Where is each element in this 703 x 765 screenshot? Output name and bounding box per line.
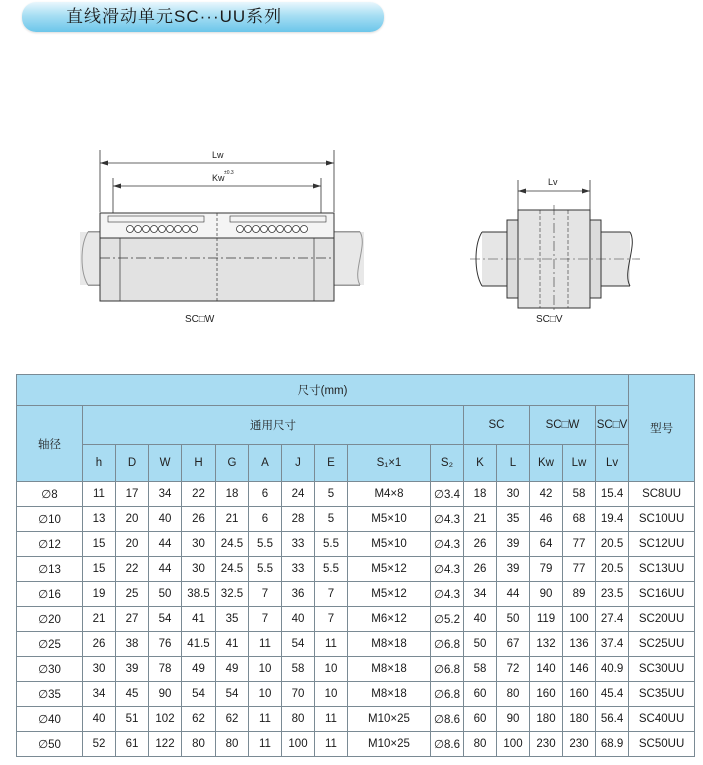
table-cell: 58 bbox=[464, 657, 497, 682]
table-cell: 72 bbox=[497, 657, 530, 682]
table-cell: 146 bbox=[563, 657, 596, 682]
shaft-diameter-cell: ∅16 bbox=[17, 582, 83, 607]
table-cell: 26 bbox=[464, 557, 497, 582]
table-cell: 100 bbox=[563, 607, 596, 632]
shaft-diameter-cell: ∅12 bbox=[17, 532, 83, 557]
column-header-row bbox=[17, 445, 695, 482]
table-cell: 230 bbox=[563, 732, 596, 757]
shaft-diameter-cell: ∅25 bbox=[17, 632, 83, 657]
table-cell: 10 bbox=[249, 657, 282, 682]
table-cell: M4×8 bbox=[348, 482, 431, 507]
table-cell: 26 bbox=[182, 507, 216, 532]
table-cell: 30 bbox=[83, 657, 116, 682]
header-model: 型号 bbox=[629, 375, 695, 482]
table-cell: 34 bbox=[149, 482, 182, 507]
table-cell: ∅3.4 bbox=[431, 482, 464, 507]
table-cell: 80 bbox=[216, 732, 249, 757]
table-cell: 38 bbox=[116, 632, 149, 657]
table-cell: ∅8.6 bbox=[431, 732, 464, 757]
table-cell: M8×18 bbox=[348, 632, 431, 657]
column-header: J bbox=[282, 445, 315, 482]
dimension-table bbox=[16, 374, 695, 757]
table-cell: 5 bbox=[315, 482, 348, 507]
table-row bbox=[17, 682, 695, 707]
table-cell: 15 bbox=[83, 557, 116, 582]
table-cell: 54 bbox=[282, 632, 315, 657]
table-row bbox=[17, 657, 695, 682]
table-cell: 5.5 bbox=[315, 532, 348, 557]
table-cell: 30 bbox=[497, 482, 530, 507]
table-cell: 18 bbox=[216, 482, 249, 507]
table-cell: 34 bbox=[464, 582, 497, 607]
table-cell: 11 bbox=[249, 732, 282, 757]
table-cell: 64 bbox=[530, 532, 563, 557]
dim-kw-label: Kw bbox=[212, 173, 225, 183]
table-row bbox=[17, 582, 695, 607]
table-cell: 90 bbox=[497, 707, 530, 732]
model-cell: SC20UU bbox=[629, 607, 695, 632]
table-cell: 41.5 bbox=[182, 632, 216, 657]
table-cell: M5×10 bbox=[348, 532, 431, 557]
table-cell: 7 bbox=[249, 582, 282, 607]
table-cell: 80 bbox=[497, 682, 530, 707]
table-cell: 27.4 bbox=[596, 607, 629, 632]
table-cell: 68.9 bbox=[596, 732, 629, 757]
table-cell: 100 bbox=[497, 732, 530, 757]
column-header: Lv bbox=[596, 445, 629, 482]
table-cell: ∅4.3 bbox=[431, 557, 464, 582]
model-cell: SC10UU bbox=[629, 507, 695, 532]
table-cell: 41 bbox=[182, 607, 216, 632]
table-row bbox=[17, 632, 695, 657]
table-cell: 40 bbox=[83, 707, 116, 732]
table-cell: M10×25 bbox=[348, 732, 431, 757]
table-cell: 49 bbox=[216, 657, 249, 682]
column-header: H bbox=[182, 445, 216, 482]
table-cell: 6 bbox=[249, 507, 282, 532]
table-cell: ∅8.6 bbox=[431, 707, 464, 732]
table-cell: 160 bbox=[563, 682, 596, 707]
column-header: S₁×1 bbox=[348, 445, 431, 482]
table-cell: 26 bbox=[83, 632, 116, 657]
model-cell: SC30UU bbox=[629, 657, 695, 682]
column-header: S₂ bbox=[431, 445, 464, 482]
dim-kw-tolerance: ±0.3 bbox=[224, 170, 234, 176]
table-cell: 20.5 bbox=[596, 532, 629, 557]
table-cell: M5×10 bbox=[348, 507, 431, 532]
table-cell: 180 bbox=[563, 707, 596, 732]
table-cell: 23.5 bbox=[596, 582, 629, 607]
shaft-diameter-cell: ∅35 bbox=[17, 682, 83, 707]
table-cell: 90 bbox=[149, 682, 182, 707]
table-cell: 39 bbox=[497, 532, 530, 557]
model-cell: SC12UU bbox=[629, 532, 695, 557]
table-row bbox=[17, 707, 695, 732]
table-cell: M5×12 bbox=[348, 557, 431, 582]
table-cell: 35 bbox=[216, 607, 249, 632]
table-cell: 230 bbox=[530, 732, 563, 757]
table-cell: 60 bbox=[464, 707, 497, 732]
table-cell: 67 bbox=[497, 632, 530, 657]
header-scv: SC□V bbox=[596, 406, 629, 445]
table-cell: 10 bbox=[315, 682, 348, 707]
table-cell: ∅4.3 bbox=[431, 507, 464, 532]
shaft-diameter-cell: ∅50 bbox=[17, 732, 83, 757]
column-header: W bbox=[149, 445, 182, 482]
table-cell: 77 bbox=[563, 557, 596, 582]
table-cell: 89 bbox=[563, 582, 596, 607]
table-cell: 76 bbox=[149, 632, 182, 657]
model-cell: SC50UU bbox=[629, 732, 695, 757]
table-cell: 5.5 bbox=[249, 557, 282, 582]
table-cell: 34 bbox=[83, 682, 116, 707]
table-cell: 80 bbox=[464, 732, 497, 757]
table-cell: 20 bbox=[116, 507, 149, 532]
column-header: Kw bbox=[530, 445, 563, 482]
scv-drawing bbox=[470, 180, 640, 312]
shaft-diameter-cell: ∅40 bbox=[17, 707, 83, 732]
column-header: Lw bbox=[563, 445, 596, 482]
table-cell: M8×18 bbox=[348, 657, 431, 682]
table-cell: 50 bbox=[464, 632, 497, 657]
header-scw: SC□W bbox=[530, 406, 596, 445]
column-header: A bbox=[249, 445, 282, 482]
table-cell: 19.4 bbox=[596, 507, 629, 532]
table-cell: 11 bbox=[83, 482, 116, 507]
table-cell: 5 bbox=[315, 507, 348, 532]
table-cell: 160 bbox=[530, 682, 563, 707]
table-row bbox=[17, 532, 695, 557]
table-cell: M5×12 bbox=[348, 582, 431, 607]
table-cell: 7 bbox=[315, 607, 348, 632]
table-cell: 140 bbox=[530, 657, 563, 682]
table-cell: 33 bbox=[282, 557, 315, 582]
header-common: 通用尺寸 bbox=[83, 406, 464, 445]
table-cell: 60 bbox=[464, 682, 497, 707]
table-cell: 54 bbox=[149, 607, 182, 632]
table-cell: ∅4.3 bbox=[431, 532, 464, 557]
table-row bbox=[17, 557, 695, 582]
column-header: K bbox=[464, 445, 497, 482]
table-cell: 62 bbox=[182, 707, 216, 732]
table-cell: 22 bbox=[182, 482, 216, 507]
table-cell: 70 bbox=[282, 682, 315, 707]
table-cell: 44 bbox=[149, 532, 182, 557]
table-cell: ∅6.8 bbox=[431, 632, 464, 657]
column-header: h bbox=[83, 445, 116, 482]
table-cell: 32.5 bbox=[216, 582, 249, 607]
model-cell: SC8UU bbox=[629, 482, 695, 507]
table-cell: 36 bbox=[282, 582, 315, 607]
table-cell: ∅6.8 bbox=[431, 657, 464, 682]
table-cell: 11 bbox=[249, 632, 282, 657]
shaft-diameter-cell: ∅10 bbox=[17, 507, 83, 532]
column-header: E bbox=[315, 445, 348, 482]
table-cell: 11 bbox=[249, 707, 282, 732]
table-cell: 22 bbox=[116, 557, 149, 582]
header-shaft: 轴径 bbox=[17, 406, 83, 482]
technical-drawing bbox=[0, 0, 703, 360]
table-cell: M6×12 bbox=[348, 607, 431, 632]
table-cell: 77 bbox=[563, 532, 596, 557]
table-cell: 11 bbox=[315, 632, 348, 657]
table-cell: M8×18 bbox=[348, 682, 431, 707]
table-cell: 27 bbox=[116, 607, 149, 632]
table-cell: 30 bbox=[182, 557, 216, 582]
table-cell: 46 bbox=[530, 507, 563, 532]
table-cell: 122 bbox=[149, 732, 182, 757]
table-cell: 11 bbox=[315, 732, 348, 757]
table-cell: 58 bbox=[563, 482, 596, 507]
table-row bbox=[17, 482, 695, 507]
table-cell: 119 bbox=[530, 607, 563, 632]
table-cell: 39 bbox=[497, 557, 530, 582]
column-header: D bbox=[116, 445, 149, 482]
table-cell: 50 bbox=[497, 607, 530, 632]
table-cell: 20.5 bbox=[596, 557, 629, 582]
table-cell: 15.4 bbox=[596, 482, 629, 507]
table-cell: 132 bbox=[530, 632, 563, 657]
table-cell: 51 bbox=[116, 707, 149, 732]
table-cell: 7 bbox=[315, 582, 348, 607]
table-cell: 7 bbox=[249, 607, 282, 632]
table-cell: 61 bbox=[116, 732, 149, 757]
table-cell: 78 bbox=[149, 657, 182, 682]
table-cell: ∅5.2 bbox=[431, 607, 464, 632]
table-cell: ∅4.3 bbox=[431, 582, 464, 607]
table-cell: 39 bbox=[116, 657, 149, 682]
table-cell: 19 bbox=[83, 582, 116, 607]
table-cell: 102 bbox=[149, 707, 182, 732]
table-cell: 24 bbox=[282, 482, 315, 507]
table-cell: 37.4 bbox=[596, 632, 629, 657]
table-cell: 11 bbox=[315, 707, 348, 732]
table-row bbox=[17, 607, 695, 632]
table-cell: 50 bbox=[149, 582, 182, 607]
table-cell: 6 bbox=[249, 482, 282, 507]
table-cell: 24.5 bbox=[216, 557, 249, 582]
table-cell: 49 bbox=[182, 657, 216, 682]
table-cell: 41 bbox=[216, 632, 249, 657]
table-cell: 40 bbox=[464, 607, 497, 632]
table-cell: 42 bbox=[530, 482, 563, 507]
model-cell: SC16UU bbox=[629, 582, 695, 607]
table-cell: 38.5 bbox=[182, 582, 216, 607]
table-cell: 30 bbox=[182, 532, 216, 557]
table-cell: 17 bbox=[116, 482, 149, 507]
table-cell: 10 bbox=[315, 657, 348, 682]
scv-label: SC□V bbox=[536, 314, 563, 325]
table-cell: 25 bbox=[116, 582, 149, 607]
table-cell: 40 bbox=[282, 607, 315, 632]
table-cell: 45 bbox=[116, 682, 149, 707]
table-row bbox=[17, 732, 695, 757]
column-header: L bbox=[497, 445, 530, 482]
table-cell: 20 bbox=[116, 532, 149, 557]
table-body bbox=[17, 482, 695, 757]
table-cell: M10×25 bbox=[348, 707, 431, 732]
table-cell: 52 bbox=[83, 732, 116, 757]
table-cell: 58 bbox=[282, 657, 315, 682]
table-cell: 21 bbox=[464, 507, 497, 532]
table-cell: 44 bbox=[497, 582, 530, 607]
header-sc: SC bbox=[464, 406, 530, 445]
table-cell: 180 bbox=[530, 707, 563, 732]
header-dims: 尺寸(mm) bbox=[17, 375, 629, 406]
model-cell: SC25UU bbox=[629, 632, 695, 657]
table-cell: 5.5 bbox=[249, 532, 282, 557]
model-cell: SC35UU bbox=[629, 682, 695, 707]
table-cell: 80 bbox=[182, 732, 216, 757]
table-cell: ∅6.8 bbox=[431, 682, 464, 707]
table-cell: 13 bbox=[83, 507, 116, 532]
model-cell: SC40UU bbox=[629, 707, 695, 732]
scw-label: SC□W bbox=[185, 314, 215, 325]
page-title: 直线滑动单元SC···UU系列 bbox=[66, 7, 283, 26]
table-cell: 33 bbox=[282, 532, 315, 557]
table-cell: 26 bbox=[464, 532, 497, 557]
table-cell: 24.5 bbox=[216, 532, 249, 557]
table-cell: 56.4 bbox=[596, 707, 629, 732]
dim-lv-label: Lv bbox=[548, 177, 558, 187]
table-cell: 15 bbox=[83, 532, 116, 557]
table-cell: 79 bbox=[530, 557, 563, 582]
table-cell: 10 bbox=[249, 682, 282, 707]
table-cell: 54 bbox=[216, 682, 249, 707]
table-cell: 40 bbox=[149, 507, 182, 532]
table-cell: 21 bbox=[216, 507, 249, 532]
table-cell: 21 bbox=[83, 607, 116, 632]
table-cell: 45.4 bbox=[596, 682, 629, 707]
table-cell: 28 bbox=[282, 507, 315, 532]
table-cell: 80 bbox=[282, 707, 315, 732]
dim-lw-label: Lw bbox=[212, 150, 224, 160]
shaft-diameter-cell: ∅8 bbox=[17, 482, 83, 507]
table-cell: 40.9 bbox=[596, 657, 629, 682]
shaft-diameter-cell: ∅30 bbox=[17, 657, 83, 682]
column-header: G bbox=[216, 445, 249, 482]
table-cell: 62 bbox=[216, 707, 249, 732]
shaft-diameter-cell: ∅20 bbox=[17, 607, 83, 632]
table-cell: 136 bbox=[563, 632, 596, 657]
table-cell: 35 bbox=[497, 507, 530, 532]
table-row bbox=[17, 507, 695, 532]
table-cell: 90 bbox=[530, 582, 563, 607]
table-cell: 18 bbox=[464, 482, 497, 507]
table-cell: 100 bbox=[282, 732, 315, 757]
table-cell: 5.5 bbox=[315, 557, 348, 582]
shaft-diameter-cell: ∅13 bbox=[17, 557, 83, 582]
model-cell: SC13UU bbox=[629, 557, 695, 582]
table-cell: 44 bbox=[149, 557, 182, 582]
table-cell: 54 bbox=[182, 682, 216, 707]
table-cell: 68 bbox=[563, 507, 596, 532]
